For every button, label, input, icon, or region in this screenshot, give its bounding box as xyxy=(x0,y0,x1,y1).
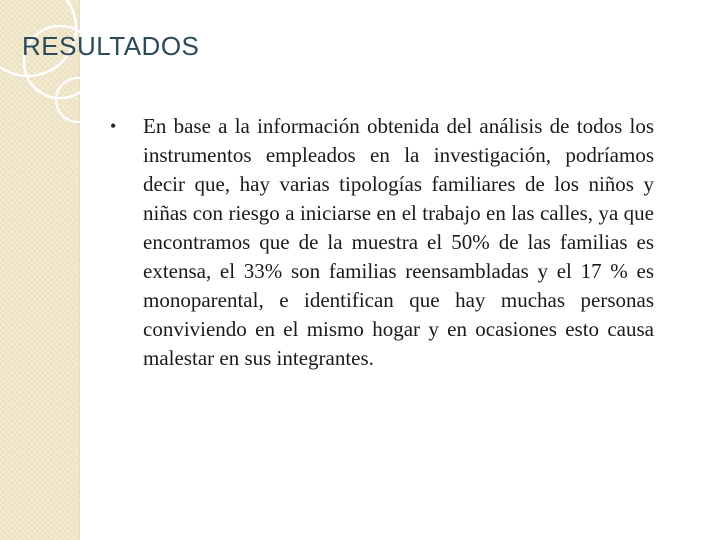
bullet-marker: • xyxy=(110,116,117,136)
slide-title: RESULTADOS xyxy=(22,31,200,61)
decorative-circles xyxy=(0,0,110,130)
bullet-paragraph: En base a la información obtenida del análisis de todos los instrumentos empleados en la investigación, podríamos decir que, hay varias tipologías familiares de los niños y niñas con riesgo a iniciarse en el trabajo en las calles, ya que encontramos que de la muestra el 50% de las familias es extensa, el 33% son familias reensambladas y el 17 % es monoparental, e identifican que hay muchas personas conviviendo en el mismo hogar y en ocasiones esto causa malestar en sus integrantes. xyxy=(143,114,654,370)
decorative-circle-small xyxy=(56,78,100,122)
